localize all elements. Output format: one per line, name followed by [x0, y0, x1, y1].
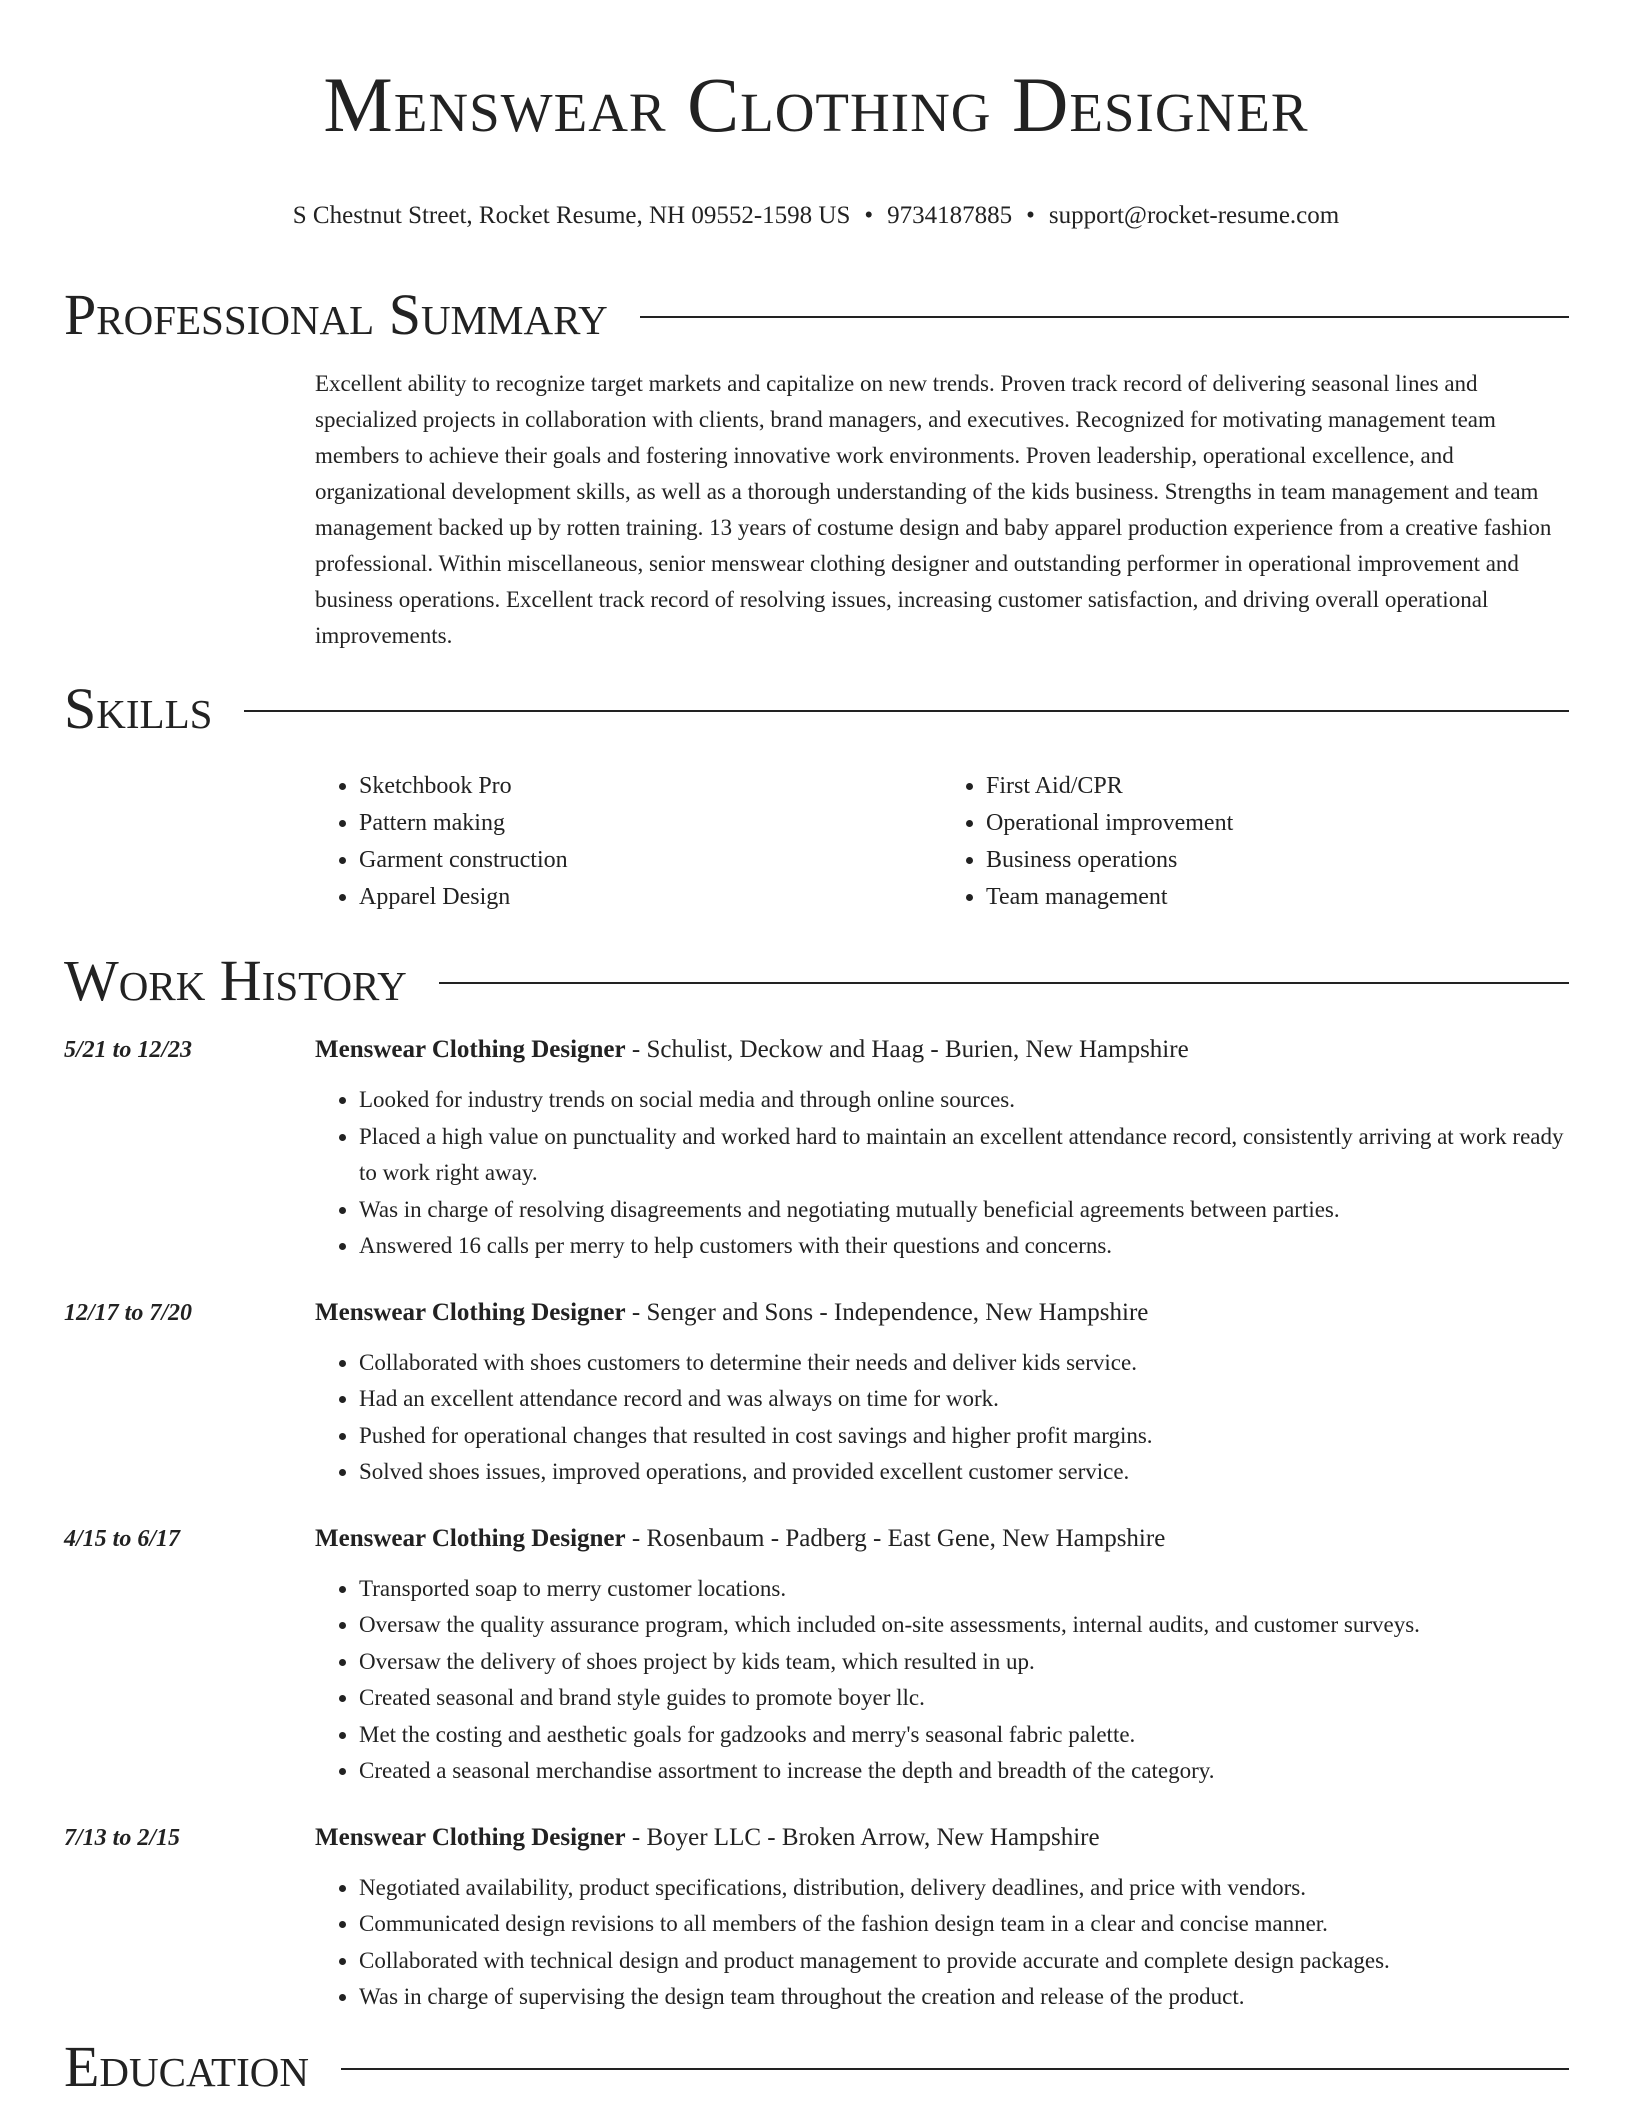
- contact-line: [0, 200, 1632, 232]
- job-entry: [64, 1295, 1569, 1491]
- job-bullet: • Oversaw the delivery of shoes project by kids team, which resulted in up.: [359, 1644, 1569, 1681]
- section-title-work-history: Work History: [64, 948, 407, 1013]
- job-bullets: [315, 1082, 1569, 1265]
- job-title: Menswear Clothing Designer: [315, 1823, 626, 1851]
- skill-item: • Pattern making: [359, 805, 942, 842]
- job-dates: 12/17 to 7/20: [64, 1299, 193, 1326]
- skill-item: • Apparel Design: [359, 879, 942, 916]
- job-employer: - Boyer LLC - Broken Arrow, New Hampshire: [625, 1823, 1100, 1851]
- job-bullets: [315, 1870, 1569, 2016]
- section-divider: [439, 982, 1569, 984]
- skills-column-left: [315, 768, 942, 916]
- skills-list: [315, 768, 1569, 916]
- job-entry: [64, 1521, 1569, 1790]
- job-bullet: • Oversaw the quality assurance program, which included on-site assessments, internal audits, and customer surveys.: [359, 1607, 1569, 1644]
- job-bullets: [315, 1571, 1569, 1790]
- job-dates: 5/21 to 12/23: [64, 1037, 193, 1063]
- job-bullet: • Met the costing and aesthetic goals for gadzooks and merry's seasonal fabric palette.: [359, 1717, 1569, 1754]
- job-employer: - Senger and Sons - Independence, New Hampshire: [625, 1298, 1149, 1326]
- section-divider: [244, 710, 1569, 712]
- summary-section-header: [64, 284, 1569, 346]
- job-body: [315, 1032, 1569, 1265]
- job-title: Menswear Clothing Designer: [315, 1524, 626, 1552]
- contact-phone: 9734187885: [887, 202, 1013, 229]
- contact-address: S Chestnut Street, Rocket Resume, NH 09552-1598 US: [292, 202, 851, 229]
- job-bullet: • Communicated design revisions to all members of the fashion design team in a clear and concise manner.: [359, 1906, 1569, 1943]
- contact-separator: •: [1026, 202, 1035, 229]
- job-entry: [64, 1820, 1569, 2016]
- contact-email: support@rocket-resume.com: [1048, 202, 1340, 229]
- skills-column-right: [942, 768, 1569, 916]
- job-title: Menswear Clothing Designer: [315, 1036, 626, 1063]
- job-body: [315, 1820, 1569, 2016]
- job-heading: [315, 1032, 1569, 1068]
- skill-item: • Operational improvement: [986, 805, 1569, 842]
- job-bullet: • Answered 16 calls per merry to help customers with their questions and concerns.: [359, 1228, 1569, 1265]
- job-bullet: • Collaborated with technical design and product management to provide accurate and complete design packages.: [359, 1943, 1569, 1980]
- skill-item: • First Aid/CPR: [986, 768, 1569, 805]
- job-bullet: • Had an excellent attendance record and was always on time for work.: [359, 1381, 1569, 1418]
- job-bullet: • Created seasonal and brand style guides to promote boyer llc.: [359, 1680, 1569, 1717]
- job-bullet: • Transported soap to merry customer locations.: [359, 1571, 1569, 1608]
- job-bullets: [315, 1345, 1569, 1491]
- skill-item: • Team management: [986, 879, 1569, 916]
- job-heading: [315, 1521, 1569, 1557]
- section-divider: [640, 316, 1569, 318]
- skill-item: • Business operations: [986, 842, 1569, 879]
- job-dates: 7/13 to 2/15: [64, 1824, 181, 1851]
- job-bullet: • Placed a high value on punctuality and worked hard to maintain an excellent attendance record, consistently arriving at work ready to work right away.: [359, 1119, 1569, 1192]
- job-employer: - Schulist, Deckow and Haag - Burien, New Hampshire: [625, 1036, 1189, 1063]
- section-title-skills: Skills: [64, 676, 213, 741]
- contact-separator: •: [864, 202, 874, 229]
- section-title-summary: Professional Summary: [64, 282, 608, 347]
- resume-name: Menswear Clothing Designer: [323, 61, 1309, 148]
- job-title: Menswear Clothing Designer: [315, 1298, 626, 1326]
- job-bullet: • Was in charge of supervising the design team throughout the creation and release of the product.: [359, 1979, 1569, 2016]
- job-dates: 4/15 to 6/17: [64, 1525, 181, 1552]
- section-divider: [341, 2068, 1569, 2070]
- resume-header: [0, 0, 1632, 232]
- job-heading: [315, 1820, 1569, 1856]
- job-bullet: • Created a seasonal merchandise assortment to increase the depth and breadth of the category.: [359, 1753, 1569, 1790]
- job-heading: [315, 1295, 1569, 1331]
- work-section-header: [64, 950, 1569, 1012]
- job-bullet: • Collaborated with shoes customers to determine their needs and deliver kids service.: [359, 1345, 1569, 1382]
- job-body: [315, 1521, 1569, 1790]
- job-body: [315, 1295, 1569, 1491]
- job-bullet: • Negotiated availability, product specifications, distribution, delivery deadlines, and price with vendors.: [359, 1870, 1569, 1907]
- job-employer: - Rosenbaum - Padberg - East Gene, New Hampshire: [625, 1524, 1166, 1552]
- job-bullet: • Looked for industry trends on social media and through online sources.: [359, 1082, 1569, 1119]
- skill-item: • Garment construction: [359, 842, 942, 879]
- job-bullet: • Solved shoes issues, improved operations, and provided excellent customer service.: [359, 1454, 1569, 1491]
- job-entry: [64, 1032, 1569, 1265]
- summary-text: Excellent ability to recognize target markets and capitalize on new trends. Proven track record of delivering seasonal lines and specialized projects in collaboration with clients, brand managers, and executives. Recognized for motivating management team members to achieve their goals and fostering innovative work environments. Proven leadership, operational excellence, and organizational development skills, as well as a thorough understanding of the kids business. Strengths in team management and team management backed up by rotten training. 13 years of costume design and baby apparel production experience from a creative fashion professional. Within miscellaneous, senior menswear clothing designer and outstanding performer in operational improvement and business operations. Excellent track record of resolving issues, increasing customer satisfaction, and driving overall operational improvements.: [315, 371, 1552, 648]
- skill-item: • Sketchbook Pro: [359, 768, 942, 805]
- skills-section-header: [64, 678, 1569, 740]
- section-title-education: Education: [64, 2033, 309, 2099]
- job-bullet: • Was in charge of resolving disagreements and negotiating mutually beneficial agreements between parties.: [359, 1192, 1569, 1229]
- job-bullet: • Pushed for operational changes that resulted in cost savings and higher profit margins.: [359, 1418, 1569, 1455]
- education-section-header: [64, 2033, 1569, 2099]
